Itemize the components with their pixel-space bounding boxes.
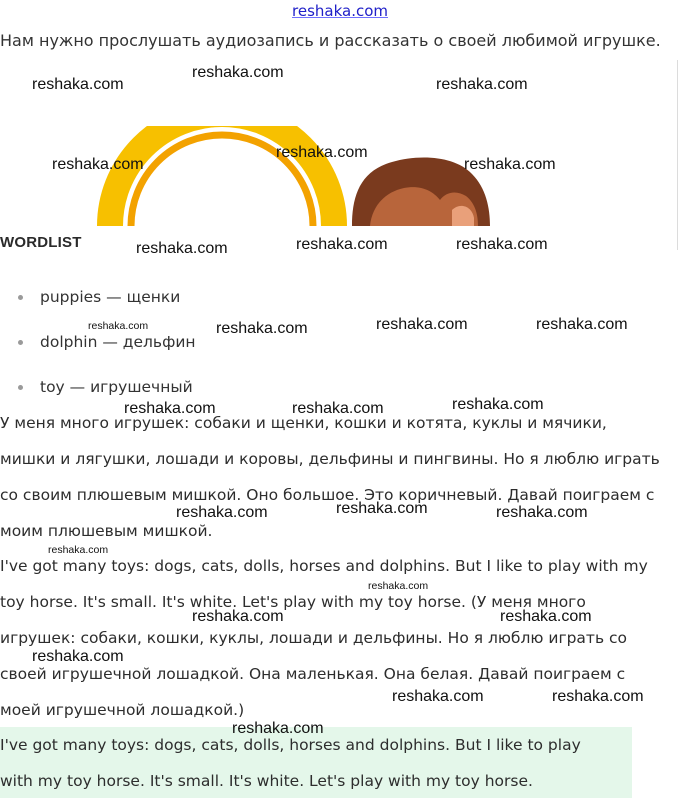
- rainbow-illustration: [110, 126, 334, 226]
- highlight-line: with my toy horse. It's small. It's white. Let's play with my toy horse.: [0, 772, 533, 790]
- highlight-line: I've got many toys: dogs, cats, dolls, horses and dolphins. But I like to play: [0, 736, 581, 754]
- header-link[interactable]: reshaka.com: [292, 2, 388, 20]
- list-item: toy — игрушечный: [18, 378, 193, 396]
- watermark: reshaka.com: [368, 580, 429, 592]
- paragraph-line: I've got many toys: dogs, cats, dolls, horses and dolphins. But I like to play with my: [0, 557, 648, 575]
- paragraph-line: мишки и лягушки, лошади и коровы, дельфины и пингвины. Но я люблю играть: [0, 450, 660, 468]
- watermark: reshaka.com: [192, 64, 284, 81]
- watermark: reshaka.com: [296, 236, 388, 253]
- watermark: reshaka.com: [392, 688, 484, 705]
- paragraph-line: моей игрушечной лошадкой.): [0, 701, 245, 719]
- paragraph-line: моим плюшевым мишкой.: [0, 522, 213, 540]
- watermark: reshaka.com: [464, 156, 556, 173]
- watermark: reshaka.com: [216, 320, 308, 337]
- illustration: [0, 126, 680, 226]
- watermark: reshaka.com: [32, 76, 124, 93]
- paragraph-line: своей игрушечной лошадкой. Она маленькая. Она белая. Давай поиграем с: [0, 665, 626, 683]
- watermark: reshaka.com: [192, 608, 284, 625]
- watermark: reshaka.com: [136, 240, 228, 257]
- bullet-icon: [18, 340, 23, 345]
- wordlist-heading: WORDLIST: [0, 234, 82, 251]
- paragraph-line: toy horse. It's small. It's white. Let's play with my toy horse. (У меня много: [0, 593, 586, 611]
- watermark: reshaka.com: [552, 688, 644, 705]
- watermark: reshaka.com: [452, 396, 544, 413]
- watermark: reshaka.com: [336, 500, 428, 517]
- watermark: reshaka.com: [376, 316, 468, 333]
- watermark: reshaka.com: [32, 648, 124, 665]
- watermark: reshaka.com: [536, 316, 628, 333]
- bullet-icon: [18, 385, 23, 390]
- watermark: reshaka.com: [496, 504, 588, 521]
- watermark: reshaka.com: [436, 76, 528, 93]
- watermark: reshaka.com: [124, 400, 216, 417]
- paragraph-line: игрушек: собаки, кошки, куклы, лошади и дельфины. Но я люблю играть со: [0, 629, 628, 647]
- watermark: reshaka.com: [276, 144, 368, 161]
- watermark: reshaka.com: [456, 236, 548, 253]
- intro-text: Нам нужно прослушать аудиозапись и рассказать о своей любимой игрушке.: [0, 31, 661, 50]
- watermark: reshaka.com: [292, 400, 384, 417]
- list-item: dolphin — дельфин: [18, 333, 196, 351]
- watermark: reshaka.com: [48, 544, 109, 556]
- list-item: puppies — щенки: [18, 288, 180, 306]
- watermark: reshaka.com: [52, 156, 144, 173]
- watermark: reshaka.com: [176, 504, 268, 521]
- paragraph-line: со своим плюшевым мишкой. Оно большое. Это коричневый. Давай поиграем с: [0, 486, 655, 504]
- paragraph-line: У меня много игрушек: собаки и щенки, кошки и котята, куклы и мячики,: [0, 414, 607, 432]
- bullet-icon: [18, 295, 23, 300]
- watermark: reshaka.com: [500, 608, 592, 625]
- watermark: reshaka.com: [232, 720, 324, 737]
- watermark: reshaka.com: [88, 320, 149, 332]
